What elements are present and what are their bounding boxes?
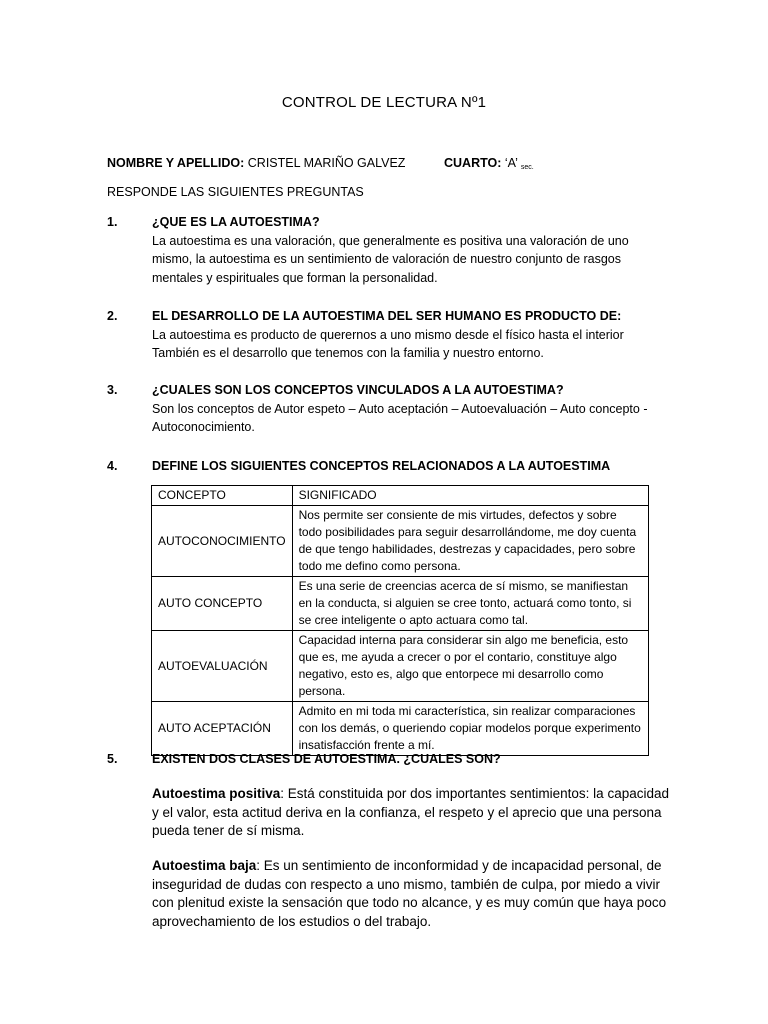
question-4 — [107, 457, 651, 476]
table-row — [152, 577, 649, 631]
question-5 — [107, 750, 651, 769]
question-text: ¿CUALES SON LOS CONCEPTOS VINCULADOS A LA AUTOESTIMA? — [152, 383, 564, 397]
student-name-row — [107, 156, 405, 170]
concept-cell: AUTOEVALUACIÓN — [152, 631, 293, 702]
meaning-cell: Admito en mi toda mi característica, sin realizar comparaciones con los demás, o queriendo copiar modelos porque experimento insatisfacción frente a mí. — [292, 702, 648, 756]
question-2 — [107, 307, 651, 363]
question-text: EL DESARROLLO DE LA AUTOESTIMA DEL SER HUMANO ES PRODUCTO DE: — [152, 309, 622, 323]
concept-cell: AUTO CONCEPTO — [152, 577, 293, 631]
table-row — [152, 702, 649, 756]
answer-text: La autoestima es una valoración, que generalmente es positiva una valoración de uno mismo, la autoestima es un sentimiento de valoración de nuestro conjunto de rasgos mentales y espirituales que forman la personalidad. — [152, 233, 629, 285]
grade-suffix: sec. — [520, 164, 534, 171]
table-header-meaning: SIGNIFICADO — [292, 486, 648, 506]
positive-label: Autoestima positiva — [152, 786, 281, 801]
concept-cell: AUTO ACEPTACIÓN — [152, 702, 293, 756]
question-number: 3. — [107, 383, 118, 397]
low-text: : Es un sentimiento de inconformidad y de incapacidad personal, de inseguridad de dudas con respecto a uno mismo, también de culpa, por miedo a vivir con plenitud existe la sensación que todo no alcance, y es muy común que haya poco aprovechamiento de los estudios o del trabajo. — [152, 858, 667, 929]
question-text: EXISTEN DOS CLASES DE AUTOESTIMA. ¿CUALES SON? — [152, 752, 501, 766]
table-row — [152, 631, 649, 702]
meaning-cell: Es una serie de creencias acerca de sí mismo, se manifiestan en la conducta, si alguien se cree tonto, actuará como tonto, si se cree inteligente o apto actuara como tal. — [292, 577, 648, 631]
question-number: 5. — [107, 752, 118, 766]
meaning-cell: Nos permite ser consiente de mis virtudes, defectos y sobre todo posibilidades para seguir desarrollándome, me doy cuenta de que tengo habilidades, destrezas y capacidades, pero sobre todo me defino como persona. — [292, 506, 648, 577]
question-text: ¿QUE ES LA AUTOESTIMA? — [152, 215, 320, 229]
low-self-esteem-paragraph — [152, 857, 672, 931]
question-3 — [107, 381, 651, 437]
table-header-concept: CONCEPTO — [152, 486, 293, 506]
page-title: CONTROL DE LECTURA Nº1 — [281, 94, 487, 111]
question-number: 4. — [107, 459, 118, 473]
answer-text: Son los conceptos de Autor espeto – Auto aceptación – Autoevaluación – Auto concepto - Autoconocimiento. — [152, 401, 648, 434]
positive-self-esteem-paragraph — [152, 785, 672, 841]
answer-text: La autoestima es producto de querernos a uno mismo desde el físico hasta el interior También es el desarrollo que tenemos con la familia y nuestro entorno. — [152, 327, 624, 360]
table-header-row — [152, 486, 649, 506]
concepts-table — [151, 485, 649, 756]
grade-value: ‘A’ — [504, 156, 518, 170]
question-text: DEFINE LOS SIGUIENTES CONCEPTOS RELACIONADOS A LA AUTOESTIMA — [152, 459, 611, 473]
instructions: RESPONDE LAS SIGUIENTES PREGUNTAS — [107, 185, 364, 199]
grade-label: CUARTO: — [444, 156, 502, 170]
question-number: 1. — [107, 215, 118, 229]
name-label: NOMBRE Y APELLIDO: — [107, 156, 245, 170]
grade-row — [444, 156, 534, 170]
low-label: Autoestima baja — [152, 858, 257, 873]
question-number: 2. — [107, 309, 118, 323]
positive-text: : Está constituida por dos importantes sentimientos: la capacidad y el valor, esta actitud deriva en la confianza, el respeto y el aprecio que una persona pueda tener de sí misma. — [152, 786, 669, 838]
meaning-cell: Capacidad interna para considerar sin algo me beneficia, esto que es, me ayuda a crecer o por el contario, constituye algo negativo, esto es, algo que entorpece mi desarrollo como persona. — [292, 631, 648, 702]
name-value: CRISTEL MARIÑO GALVEZ — [247, 156, 406, 170]
concept-cell: AUTOCONOCIMIENTO — [152, 506, 293, 577]
question-1 — [107, 213, 651, 287]
table-row — [152, 506, 649, 577]
